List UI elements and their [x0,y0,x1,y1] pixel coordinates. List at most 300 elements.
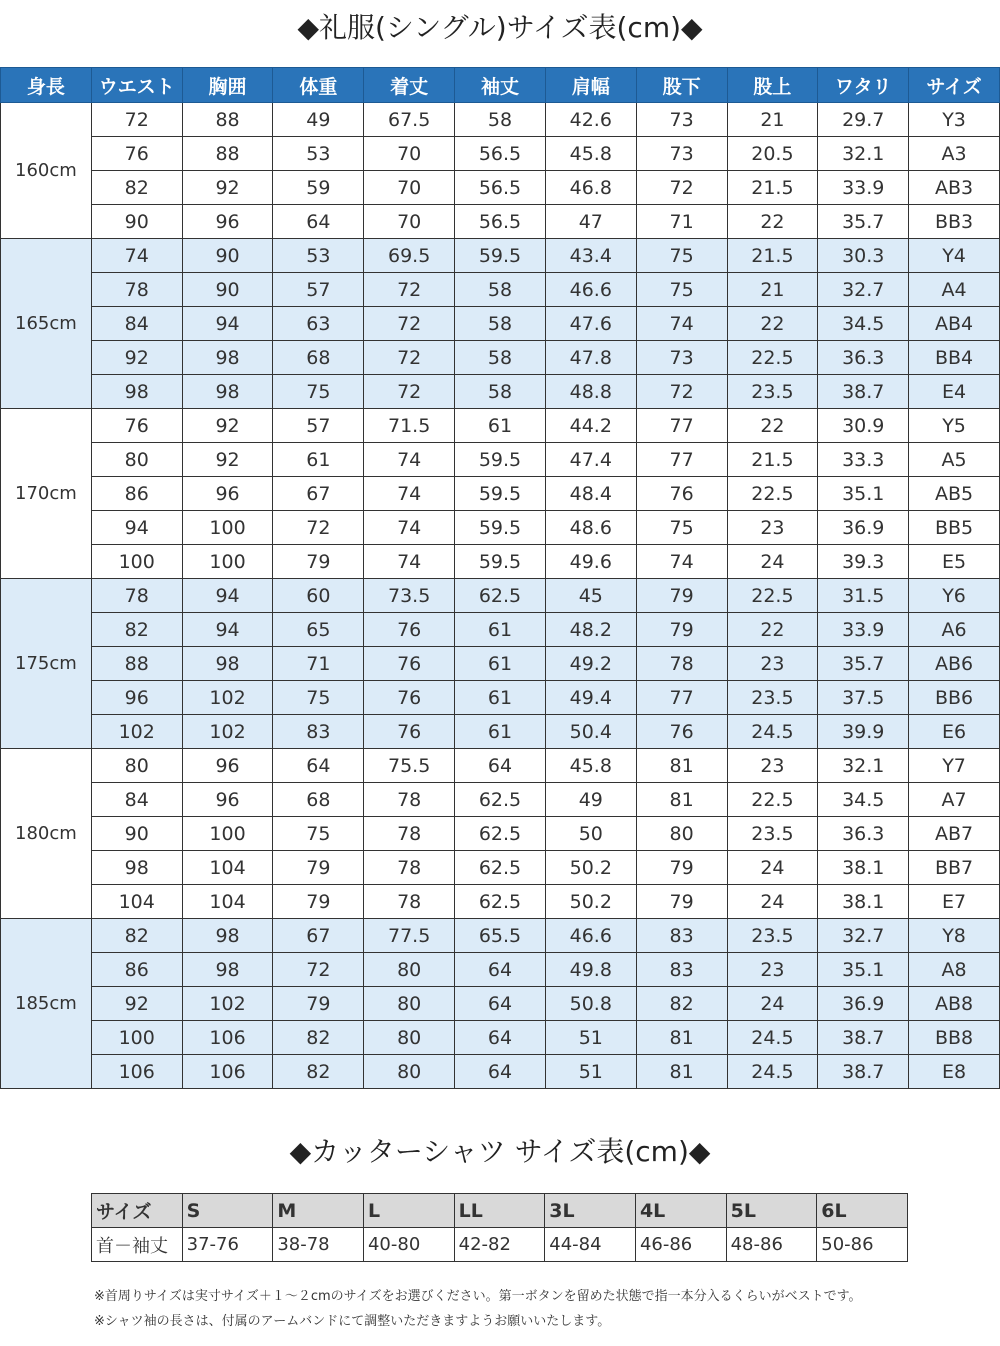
table-cell: AB3 [909,171,1000,205]
table-cell: 80 [364,1055,455,1089]
table-cell: 73 [636,103,727,137]
table-cell: 62.5 [455,851,546,885]
shirt-header-row [92,1194,908,1228]
table-cell: 53 [273,137,364,171]
column-header: 身長 [1,68,92,103]
table-cell: 64 [455,1055,546,1089]
table-cell: 35.7 [818,205,909,239]
table-cell: AB7 [909,817,1000,851]
table-cell: 98 [182,953,273,987]
table-cell: 100 [91,545,182,579]
table-cell: 58 [455,341,546,375]
table-cell: 49.4 [545,681,636,715]
table-cell: 47.6 [545,307,636,341]
table-cell: 72 [91,103,182,137]
table-cell: 36.3 [818,817,909,851]
table-cell: 104 [182,885,273,919]
table-cell: 50.4 [545,715,636,749]
table-cell: 64 [455,987,546,1021]
table-cell: Y8 [909,919,1000,953]
table-cell: A4 [909,273,1000,307]
table-cell: 23.5 [727,681,818,715]
table-cell: 73.5 [364,579,455,613]
table-cell: 34.5 [818,783,909,817]
table-cell: 72 [364,307,455,341]
table-cell: 42.6 [545,103,636,137]
table-row [1,171,1000,205]
table-cell: 33.9 [818,171,909,205]
table-cell: 81 [636,783,727,817]
table-cell: 22 [727,307,818,341]
table-cell: 20.5 [727,137,818,171]
table-cell: 33.9 [818,613,909,647]
table-cell: 23 [727,647,818,681]
table-cell: 76 [364,681,455,715]
column-header: 股上 [727,68,818,103]
table-cell: AB4 [909,307,1000,341]
table-cell: 67 [273,919,364,953]
table-cell: A8 [909,953,1000,987]
table-row [1,919,1000,953]
table-cell: 82 [91,613,182,647]
table-cell: 50.2 [545,885,636,919]
table-cell: 79 [273,987,364,1021]
table-cell: 98 [91,851,182,885]
table-cell: 75 [636,273,727,307]
table-cell: 59 [273,171,364,205]
table-cell: 82 [273,1021,364,1055]
table-cell: 44.2 [545,409,636,443]
table-cell: 81 [636,749,727,783]
table-cell: 96 [182,749,273,783]
table-cell: 106 [91,1055,182,1089]
table-cell: 100 [91,1021,182,1055]
table-row [1,307,1000,341]
table-cell: 39.9 [818,715,909,749]
table-cell: 21 [727,273,818,307]
table-cell: 47.8 [545,341,636,375]
table-cell: 51 [545,1055,636,1089]
table-cell: 80 [364,1021,455,1055]
table-cell: 75.5 [364,749,455,783]
table-cell: 102 [182,681,273,715]
table-cell: 92 [182,409,273,443]
table-cell: 70 [364,205,455,239]
column-header: サイズ [909,68,1000,103]
table-cell: 58 [455,273,546,307]
table-cell: 68 [273,783,364,817]
table-cell: 73 [636,341,727,375]
table-row [1,545,1000,579]
table-cell: 80 [91,749,182,783]
table-row [1,953,1000,987]
table-cell: BB7 [909,851,1000,885]
table-cell: 79 [273,885,364,919]
table-cell: 58 [455,375,546,409]
table-cell: 36.9 [818,511,909,545]
shirt-chart-title: ◆カッターシャツ サイズ表(cm)◆ [289,1135,711,1168]
table-cell: 102 [182,715,273,749]
table-cell: 56.5 [455,137,546,171]
table-cell: 59.5 [455,443,546,477]
shirt-cell: 42-82 [454,1228,545,1262]
table-cell: 38.7 [818,1055,909,1089]
table-cell: 74 [364,477,455,511]
column-header: ウエスト [91,68,182,103]
table-cell: A7 [909,783,1000,817]
table-cell: 62.5 [455,885,546,919]
table-cell: 76 [364,613,455,647]
table-cell: 75 [636,511,727,545]
table-cell: 48.6 [545,511,636,545]
shirt-header-cell: 4L [635,1194,726,1228]
column-header: 胸囲 [182,68,273,103]
note-sleeve-length: ※シャツ袖の長さは、付属のアームバンドにて調整いただきますようお願いいたします。 [94,1314,611,1329]
table-cell: 96 [182,205,273,239]
table-cell: 34.5 [818,307,909,341]
table-cell: 94 [182,613,273,647]
table-row [1,511,1000,545]
table-cell: 21.5 [727,239,818,273]
table-cell: 39.3 [818,545,909,579]
table-row [1,273,1000,307]
table-cell: 74 [636,545,727,579]
table-cell: 82 [91,171,182,205]
table-cell: 86 [91,953,182,987]
table-cell: 62.5 [455,783,546,817]
shirt-cell: 44-84 [545,1228,636,1262]
table-cell: AB8 [909,987,1000,1021]
table-cell: 88 [182,137,273,171]
column-header: 股下 [636,68,727,103]
table-cell: 72 [636,171,727,205]
table-cell: 88 [91,647,182,681]
table-cell: 58 [455,307,546,341]
table-cell: 67 [273,477,364,511]
column-header: 袖丈 [455,68,546,103]
table-cell: 32.7 [818,919,909,953]
table-cell: 96 [91,681,182,715]
table-cell: 71 [273,647,364,681]
table-row [1,205,1000,239]
table-cell: 72 [364,375,455,409]
table-cell: 81 [636,1055,727,1089]
table-row [1,647,1000,681]
table-cell: 79 [636,885,727,919]
table-cell: 94 [182,307,273,341]
table-cell: 36.9 [818,987,909,1021]
table-cell: 64 [273,205,364,239]
table-cell: 47.4 [545,443,636,477]
column-header: 肩幅 [545,68,636,103]
table-cell: 50.8 [545,987,636,1021]
table-cell: 75 [273,681,364,715]
table-cell: 22 [727,409,818,443]
table-cell: E6 [909,715,1000,749]
table-cell: E4 [909,375,1000,409]
table-cell: A3 [909,137,1000,171]
table-cell: 84 [91,307,182,341]
table-cell: 106 [182,1055,273,1089]
table-cell: 92 [91,987,182,1021]
table-cell: 59.5 [455,545,546,579]
table-cell: 46.8 [545,171,636,205]
table-cell: 21 [727,103,818,137]
table-cell: BB5 [909,511,1000,545]
table-cell: 77 [636,443,727,477]
table-cell: 22.5 [727,783,818,817]
table-cell: 38.1 [818,851,909,885]
table-cell: Y6 [909,579,1000,613]
table-cell: 59.5 [455,511,546,545]
shirt-cell: 38-78 [273,1228,364,1262]
table-cell: 80 [636,817,727,851]
table-cell: 22.5 [727,477,818,511]
table-cell: 59.5 [455,239,546,273]
table-cell: 62.5 [455,579,546,613]
table-cell: 56.5 [455,205,546,239]
table-cell: 74 [636,307,727,341]
table-row [1,613,1000,647]
shirt-header-cell: 3L [545,1194,636,1228]
shirt-header-cell: S [182,1194,273,1228]
table-cell: 75 [636,239,727,273]
table-cell: AB6 [909,647,1000,681]
table-row [1,409,1000,443]
shirt-header-cell: 5L [726,1194,817,1228]
table-cell: 49.2 [545,647,636,681]
table-row [1,103,1000,137]
table-cell: 64 [455,1021,546,1055]
table-cell: 77 [636,681,727,715]
height-group-cell: 175cm [1,579,92,749]
table-cell: 30.9 [818,409,909,443]
shirt-cell: 50-86 [817,1228,908,1262]
table-row [1,137,1000,171]
table-cell: 94 [182,579,273,613]
table-cell: 83 [273,715,364,749]
table-cell: 57 [273,409,364,443]
table-cell: 70 [364,171,455,205]
table-cell: 24.5 [727,1021,818,1055]
table-cell: 90 [91,205,182,239]
table-cell: 79 [636,579,727,613]
table-cell: 45 [545,579,636,613]
table-cell: 75 [273,375,364,409]
table-cell: BB4 [909,341,1000,375]
table-cell: 31.5 [818,579,909,613]
table-cell: 62.5 [455,817,546,851]
table-row [1,987,1000,1021]
table-cell: 21.5 [727,443,818,477]
table-cell: 60 [273,579,364,613]
table-cell: 57 [273,273,364,307]
table-cell: 23.5 [727,919,818,953]
height-group-cell: 160cm [1,103,92,239]
table-cell: 98 [91,375,182,409]
table-cell: 67.5 [364,103,455,137]
table-row [1,749,1000,783]
table-row [1,783,1000,817]
formal-suit-size-table [0,67,1000,1089]
table-cell: 84 [91,783,182,817]
table-cell: 24 [727,851,818,885]
table-cell: 94 [91,511,182,545]
height-group-cell: 185cm [1,919,92,1089]
table-cell: 102 [182,987,273,1021]
table-cell: 78 [636,647,727,681]
table-row [1,1021,1000,1055]
shirt-cell: 46-86 [635,1228,726,1262]
table-row [1,715,1000,749]
shirt-header-cell: M [273,1194,364,1228]
table-cell: 90 [182,273,273,307]
table-cell: 72 [273,511,364,545]
table-cell: E5 [909,545,1000,579]
table-cell: 70 [364,137,455,171]
table-cell: 24.5 [727,1055,818,1089]
table-row [1,1055,1000,1089]
table-cell: Y3 [909,103,1000,137]
table-cell: 77.5 [364,919,455,953]
column-header: ワタリ [818,68,909,103]
table-cell: 82 [636,987,727,1021]
shirt-header-cell: L [363,1194,454,1228]
table-cell: 92 [182,443,273,477]
table-cell: BB3 [909,205,1000,239]
table-cell: 79 [636,613,727,647]
table-cell: 22 [727,613,818,647]
table-cell: 75 [273,817,364,851]
table-cell: 71.5 [364,409,455,443]
table-cell: Y7 [909,749,1000,783]
table-cell: 45.8 [545,137,636,171]
table-cell: 76 [636,715,727,749]
table-cell: 76 [636,477,727,511]
table-cell: 46.6 [545,919,636,953]
table-cell: 76 [91,409,182,443]
table-cell: 81 [636,1021,727,1055]
table-cell: 37.5 [818,681,909,715]
table-cell: 23 [727,749,818,783]
table-cell: 98 [182,919,273,953]
table-cell: E7 [909,885,1000,919]
table-cell: 29.7 [818,103,909,137]
table-cell: 79 [273,851,364,885]
table-cell: 48.8 [545,375,636,409]
table-cell: 49.8 [545,953,636,987]
table-cell: Y4 [909,239,1000,273]
table-cell: 72 [273,953,364,987]
table-cell: 76 [364,715,455,749]
table-cell: 35.7 [818,647,909,681]
note-neck-size: ※首周りサイズは実寸サイズ＋１～２cmのサイズをお選びください。第一ボタンを留めた状態で指一本分入るくらいがベストです。 [94,1289,862,1304]
table-cell: 80 [364,953,455,987]
table-cell: 78 [364,817,455,851]
table-cell: 83 [636,919,727,953]
shirt-header-cell: サイズ [92,1194,183,1228]
table-cell: 24 [727,545,818,579]
table-cell: 65.5 [455,919,546,953]
table-cell: 47 [545,205,636,239]
column-header: 体重 [273,68,364,103]
table-cell: 35.1 [818,477,909,511]
table-cell: 64 [455,749,546,783]
table-cell: 69.5 [364,239,455,273]
table-cell: 88 [182,103,273,137]
table-cell: A5 [909,443,1000,477]
table-cell: 22.5 [727,341,818,375]
table-cell: 76 [91,137,182,171]
table-cell: 48.2 [545,613,636,647]
height-group-cell: 180cm [1,749,92,919]
table-cell: 21.5 [727,171,818,205]
table-cell: 100 [182,545,273,579]
shirt-cell: 37-76 [182,1228,273,1262]
table-cell: 80 [364,987,455,1021]
table-header-row [1,68,1000,103]
table-cell: 50.2 [545,851,636,885]
table-row [1,851,1000,885]
table-cell: 74 [364,511,455,545]
table-cell: AB5 [909,477,1000,511]
shirt-data-row [92,1228,908,1262]
table-cell: 79 [636,851,727,885]
table-cell: 78 [91,579,182,613]
table-cell: E8 [909,1055,1000,1089]
table-cell: 96 [182,783,273,817]
table-cell: 86 [91,477,182,511]
table-cell: 64 [455,953,546,987]
table-cell: 72 [636,375,727,409]
table-cell: 32.1 [818,137,909,171]
table-cell: 63 [273,307,364,341]
table-cell: 38.7 [818,1021,909,1055]
table-cell: 98 [182,341,273,375]
table-cell: 33.3 [818,443,909,477]
table-row [1,443,1000,477]
table-cell: BB6 [909,681,1000,715]
table-cell: 92 [182,171,273,205]
table-cell: 61 [455,715,546,749]
height-group-cell: 165cm [1,239,92,409]
table-row [1,817,1000,851]
shirt-cell: 首－袖丈 [92,1228,183,1262]
table-cell: 72 [364,273,455,307]
table-cell: 48.4 [545,477,636,511]
table-cell: 78 [364,783,455,817]
table-cell: 104 [91,885,182,919]
table-cell: 80 [91,443,182,477]
table-cell: 23.5 [727,375,818,409]
table-cell: 56.5 [455,171,546,205]
table-cell: 61 [273,443,364,477]
table-cell: 49 [545,783,636,817]
table-cell: 45.8 [545,749,636,783]
table-cell: 51 [545,1021,636,1055]
table-cell: 61 [455,613,546,647]
table-row [1,375,1000,409]
table-cell: 74 [364,443,455,477]
table-cell: 100 [182,511,273,545]
table-row [1,341,1000,375]
table-cell: 24 [727,885,818,919]
table-cell: 53 [273,239,364,273]
table-cell: 76 [364,647,455,681]
table-row [1,885,1000,919]
table-cell: 72 [364,341,455,375]
table-cell: 65 [273,613,364,647]
